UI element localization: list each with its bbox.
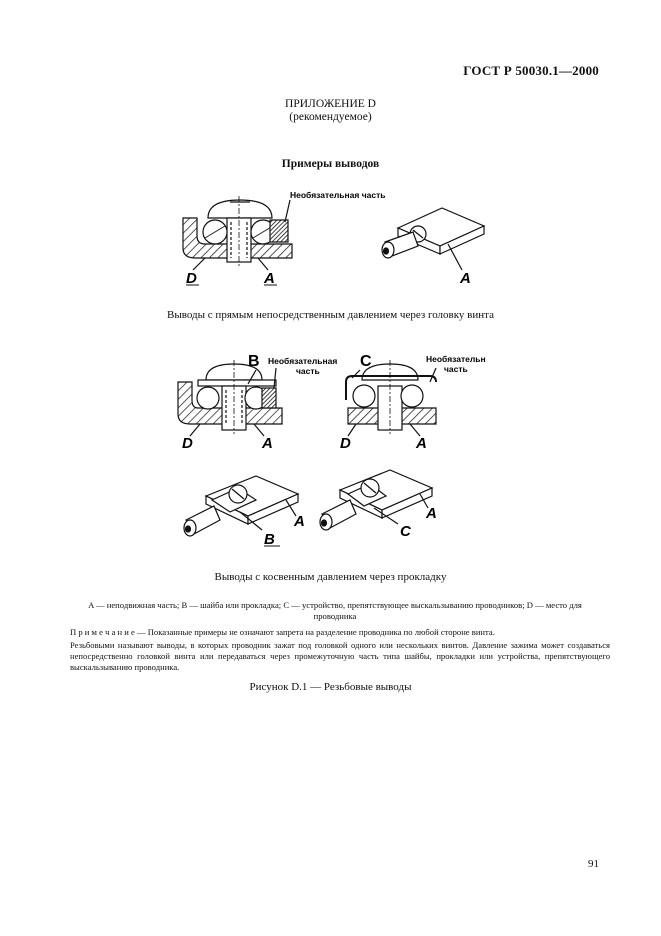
page-number: 91 xyxy=(588,858,599,870)
fig2-isometric-b-drawing xyxy=(184,476,298,536)
fig1-label-a: A xyxy=(264,270,275,287)
fig1-caption: Выводы с прямым непосредственным давлением через головку винта xyxy=(167,309,494,321)
fig2-iso-label-c4: C xyxy=(400,523,411,540)
description-text: Резьбовыми называют выводы, в которых проводник зажат под головкой одного или нескольких винтов. Давление зажима может создаваться непосредственно головкой винта или передаваться через промежуточную часть типа шайбы, прокладки или устройства, препятствующего выскальзыванию проводника. xyxy=(70,640,610,672)
appendix-title: ПРИЛОЖЕНИЕ D xyxy=(285,98,376,110)
fig2-label-d2: D xyxy=(340,435,351,452)
section-heading: Примеры выводов xyxy=(281,158,380,170)
note-text: П р и м е ч а н и е — Показанные примеры не означают запрета на разделение проводника по любой стороне винта. xyxy=(70,627,495,637)
fig2-optional-1a: Необязательная xyxy=(268,356,338,366)
fig1-isometric-drawing xyxy=(382,208,484,270)
fig2-isometric-c-drawing xyxy=(320,470,432,530)
fig2-iso-label-a4: A xyxy=(426,505,437,522)
fig1-iso-label-a: A xyxy=(460,270,471,287)
fig2-label-c: C xyxy=(360,353,372,370)
fig1-label-d: D xyxy=(186,270,197,287)
fig2-optional-2a: Необязательн xyxy=(426,354,486,364)
fig2-section-b-drawing xyxy=(178,360,282,436)
legend-text: A — неподвижная часть; B — шайба или прокладка; C — устройство, препятствующее выскальзыванию проводников; D — место для проводника xyxy=(88,600,582,621)
fig2-iso-label-a3: A xyxy=(294,513,305,530)
standard-number: ГОСТ Р 50030.1—2000 xyxy=(463,63,599,78)
fig1-section-drawing xyxy=(183,196,292,270)
fig2-optional-1b: часть xyxy=(296,366,320,376)
fig2-label-a1: A xyxy=(262,435,273,452)
fig1-optional-label: Необязательная часть xyxy=(290,190,386,200)
fig2-optional-2b: часть xyxy=(444,364,468,374)
appendix-subtitle: (рекомендуемое) xyxy=(289,111,372,123)
fig2-caption: Выводы с косвенным давлением через прокладку xyxy=(214,571,447,583)
fig2-iso-label-b3: B xyxy=(264,531,275,548)
fig2-label-d1: D xyxy=(182,435,193,452)
fig2-label-a2: A xyxy=(416,435,427,452)
figure-caption: Рисунок D.1 — Резьбовые выводы xyxy=(249,681,412,693)
fig2-label-b: B xyxy=(248,353,260,370)
fig2-section-c-drawing xyxy=(346,360,436,436)
